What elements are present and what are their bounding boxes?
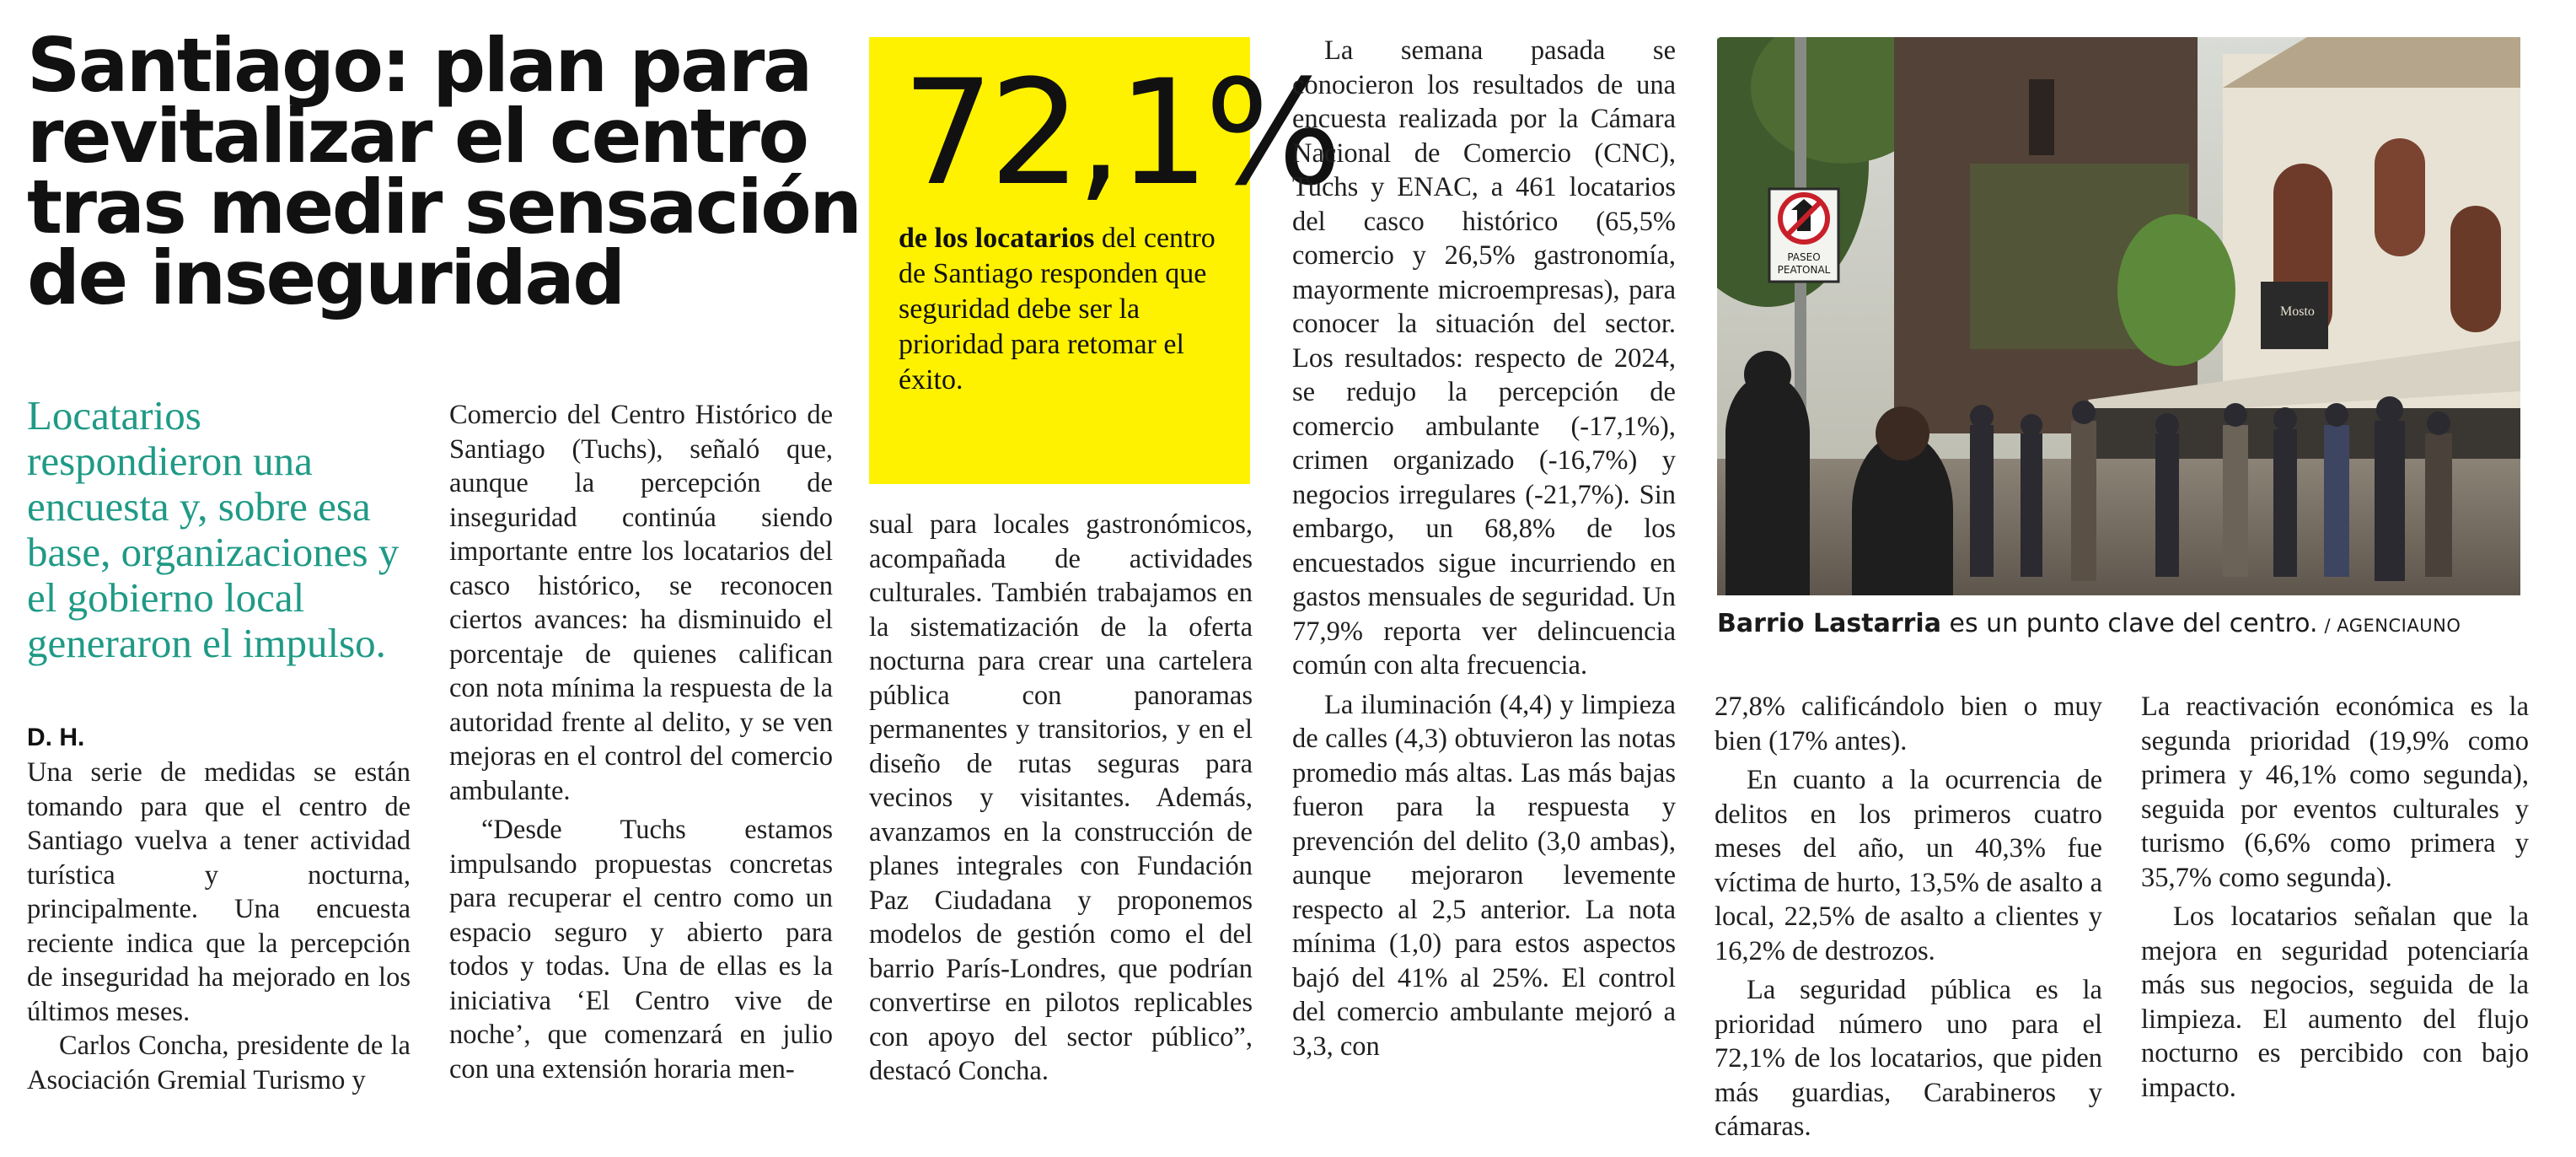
subheadline: Locatarios respondieron una encuesta y, sobre esa base, organizaciones y el gobierno local generaron el impulso. [27, 392, 400, 666]
paragraph: En cuanto a la ocurrencia de delitos en los primeros cuatro meses del año, un 40,3% fue víctima de hurto, 13,5% de asalto a local, 22,5% de asalto a clientes y 16,2% de destrozos. [1715, 765, 2102, 966]
paragraph: La reactivación económica es la segunda prioridad (19,9% como primera y 46,1% como segunda), seguida por eventos culturales y turismo (6,6% como primera y 35,7% como segunda). [2141, 692, 2529, 893]
paragraph: Una serie de medidas se están tomando para que el centro de Santiago vuelva a tener actividad turística y nocturna, principalmente. Una encuesta reciente indica que la percepción de inseguridad ha mejorado en los últimos meses. [27, 757, 411, 1027]
paragraph: La iluminación (4,4) y limpieza de calles (4,3) obtuvieron las notas promedio más altas. Las más bajas fueron para la respuesta y prevención del delito (3,0 ambas), aunque mejoraron levemente respecto al 2,5 anterior. La nota mínima (1,0) para estos aspectos bajó del 41% al 25%. El control del comercio ambulante mejoró a 3,3, con [1292, 689, 1676, 1062]
paragraph: Los locatarios señalan que la mejora en seguridad potenciaría más sus negocios, seguida de la limpieza. El aumento del flujo nocturno es percibido con bajo impacto. [2141, 901, 2529, 1103]
caption-bold: Barrio Lastarria [1717, 609, 1941, 638]
article-column-2 [449, 398, 833, 1086]
paragraph: sual para locales gastronómicos, acompañada de actividades culturales. También trabajamos en la sistematización de la oferta nocturna para crear una cartelera pública con panoramas permanentes y transitorios, y en el diseño de rutas seguras para vecinos y visitantes. Además, avanzamos en la construcción de planes integrales con Fundación Paz Ciudadana y proponemos modelos de gestión como el del barrio París-Londres, que podrían convertirse en pilotos replicables con apoyo del sector público”, destacó Concha. [869, 509, 1253, 1086]
paragraph: “Desde Tuchs estamos impulsando propuestas concretas para recuperar el centro como un espacio seguro y abierto para todos y todas. Una de ellas es la iniciativa ‘El Centro vive de noche’, que comenzará en julio con una extensión horaria men- [449, 815, 833, 1084]
storefront-sign: Mosto [2280, 304, 2315, 319]
photo-caption [1717, 609, 2543, 638]
headline: Santiago: plan para revitalizar el centro tras medir sensación de inseguridad [27, 22, 861, 321]
highlight-text [899, 221, 1229, 398]
street-photo [1717, 37, 2520, 595]
article-column-5 [1715, 690, 2102, 1144]
paragraph: Carlos Concha, presidente de la Asociación Gremial Turismo y [27, 1031, 411, 1095]
photo-credit: / AGENCIAUNO [2324, 616, 2461, 636]
paragraph: Comercio del Centro Histórico de Santiago (Tuchs), señaló que, aunque la percepción de inseguridad continúa siendo importante entre los locatarios del casco histórico, se reconocen ciertos avances: ha disminuido el porcentaje de quienes califican con nota mínima la respuesta de la autoridad frente al delito, y se ven mejoras en el control del comercio ambulante. [449, 400, 833, 806]
byline: D. H. [27, 724, 85, 751]
paragraph: 27,8% calificándolo bien o muy bien (17% antes). [1715, 692, 2102, 756]
sign-text: PASEO [1787, 251, 1821, 263]
article-column-3 [869, 508, 1253, 1089]
sign-text: PEATONAL [1777, 264, 1831, 276]
highlight-body-text: del centro de Santiago responden que seguridad debe ser la prioridad para retomar el éxito. [899, 223, 1216, 396]
paragraph: La semana pasada se conocieron los resultados de una encuesta realizada por la Cámara Nacional de Comercio (CNC), Tuchs y ENAC, a 461 locatarios del casco histórico (65,5% comercio y 26,5% gastronomía, mayormente microempresas), para conocer la situación del sector. Los resultados: respecto de 2024, se redujo la percepción de comercio ambulante (-17,1%), crimen organizado (-16,7%) y negocios irregulares (-21,7%). Sin embargo, un 68,8% de los encuestados sigue incurriendo en gastos mensuales de seguridad. Un 77,9% reporta ver delincuencia común con alta frecuencia. [1292, 35, 1676, 681]
article-column-1 [27, 756, 411, 1097]
caption-text: es un punto clave del centro. [1940, 609, 2318, 638]
highlight-number: 72,1% [902, 48, 1338, 218]
paragraph: La seguridad pública es la prioridad número uno para el 72,1% de los locatarios, que piden más guardias, Carabineros y cámaras. [1715, 975, 2102, 1142]
article-column-4 [1292, 34, 1676, 1063]
highlight-bold-text: de los locatarios [899, 223, 1095, 254]
article-column-6 [2141, 690, 2529, 1105]
